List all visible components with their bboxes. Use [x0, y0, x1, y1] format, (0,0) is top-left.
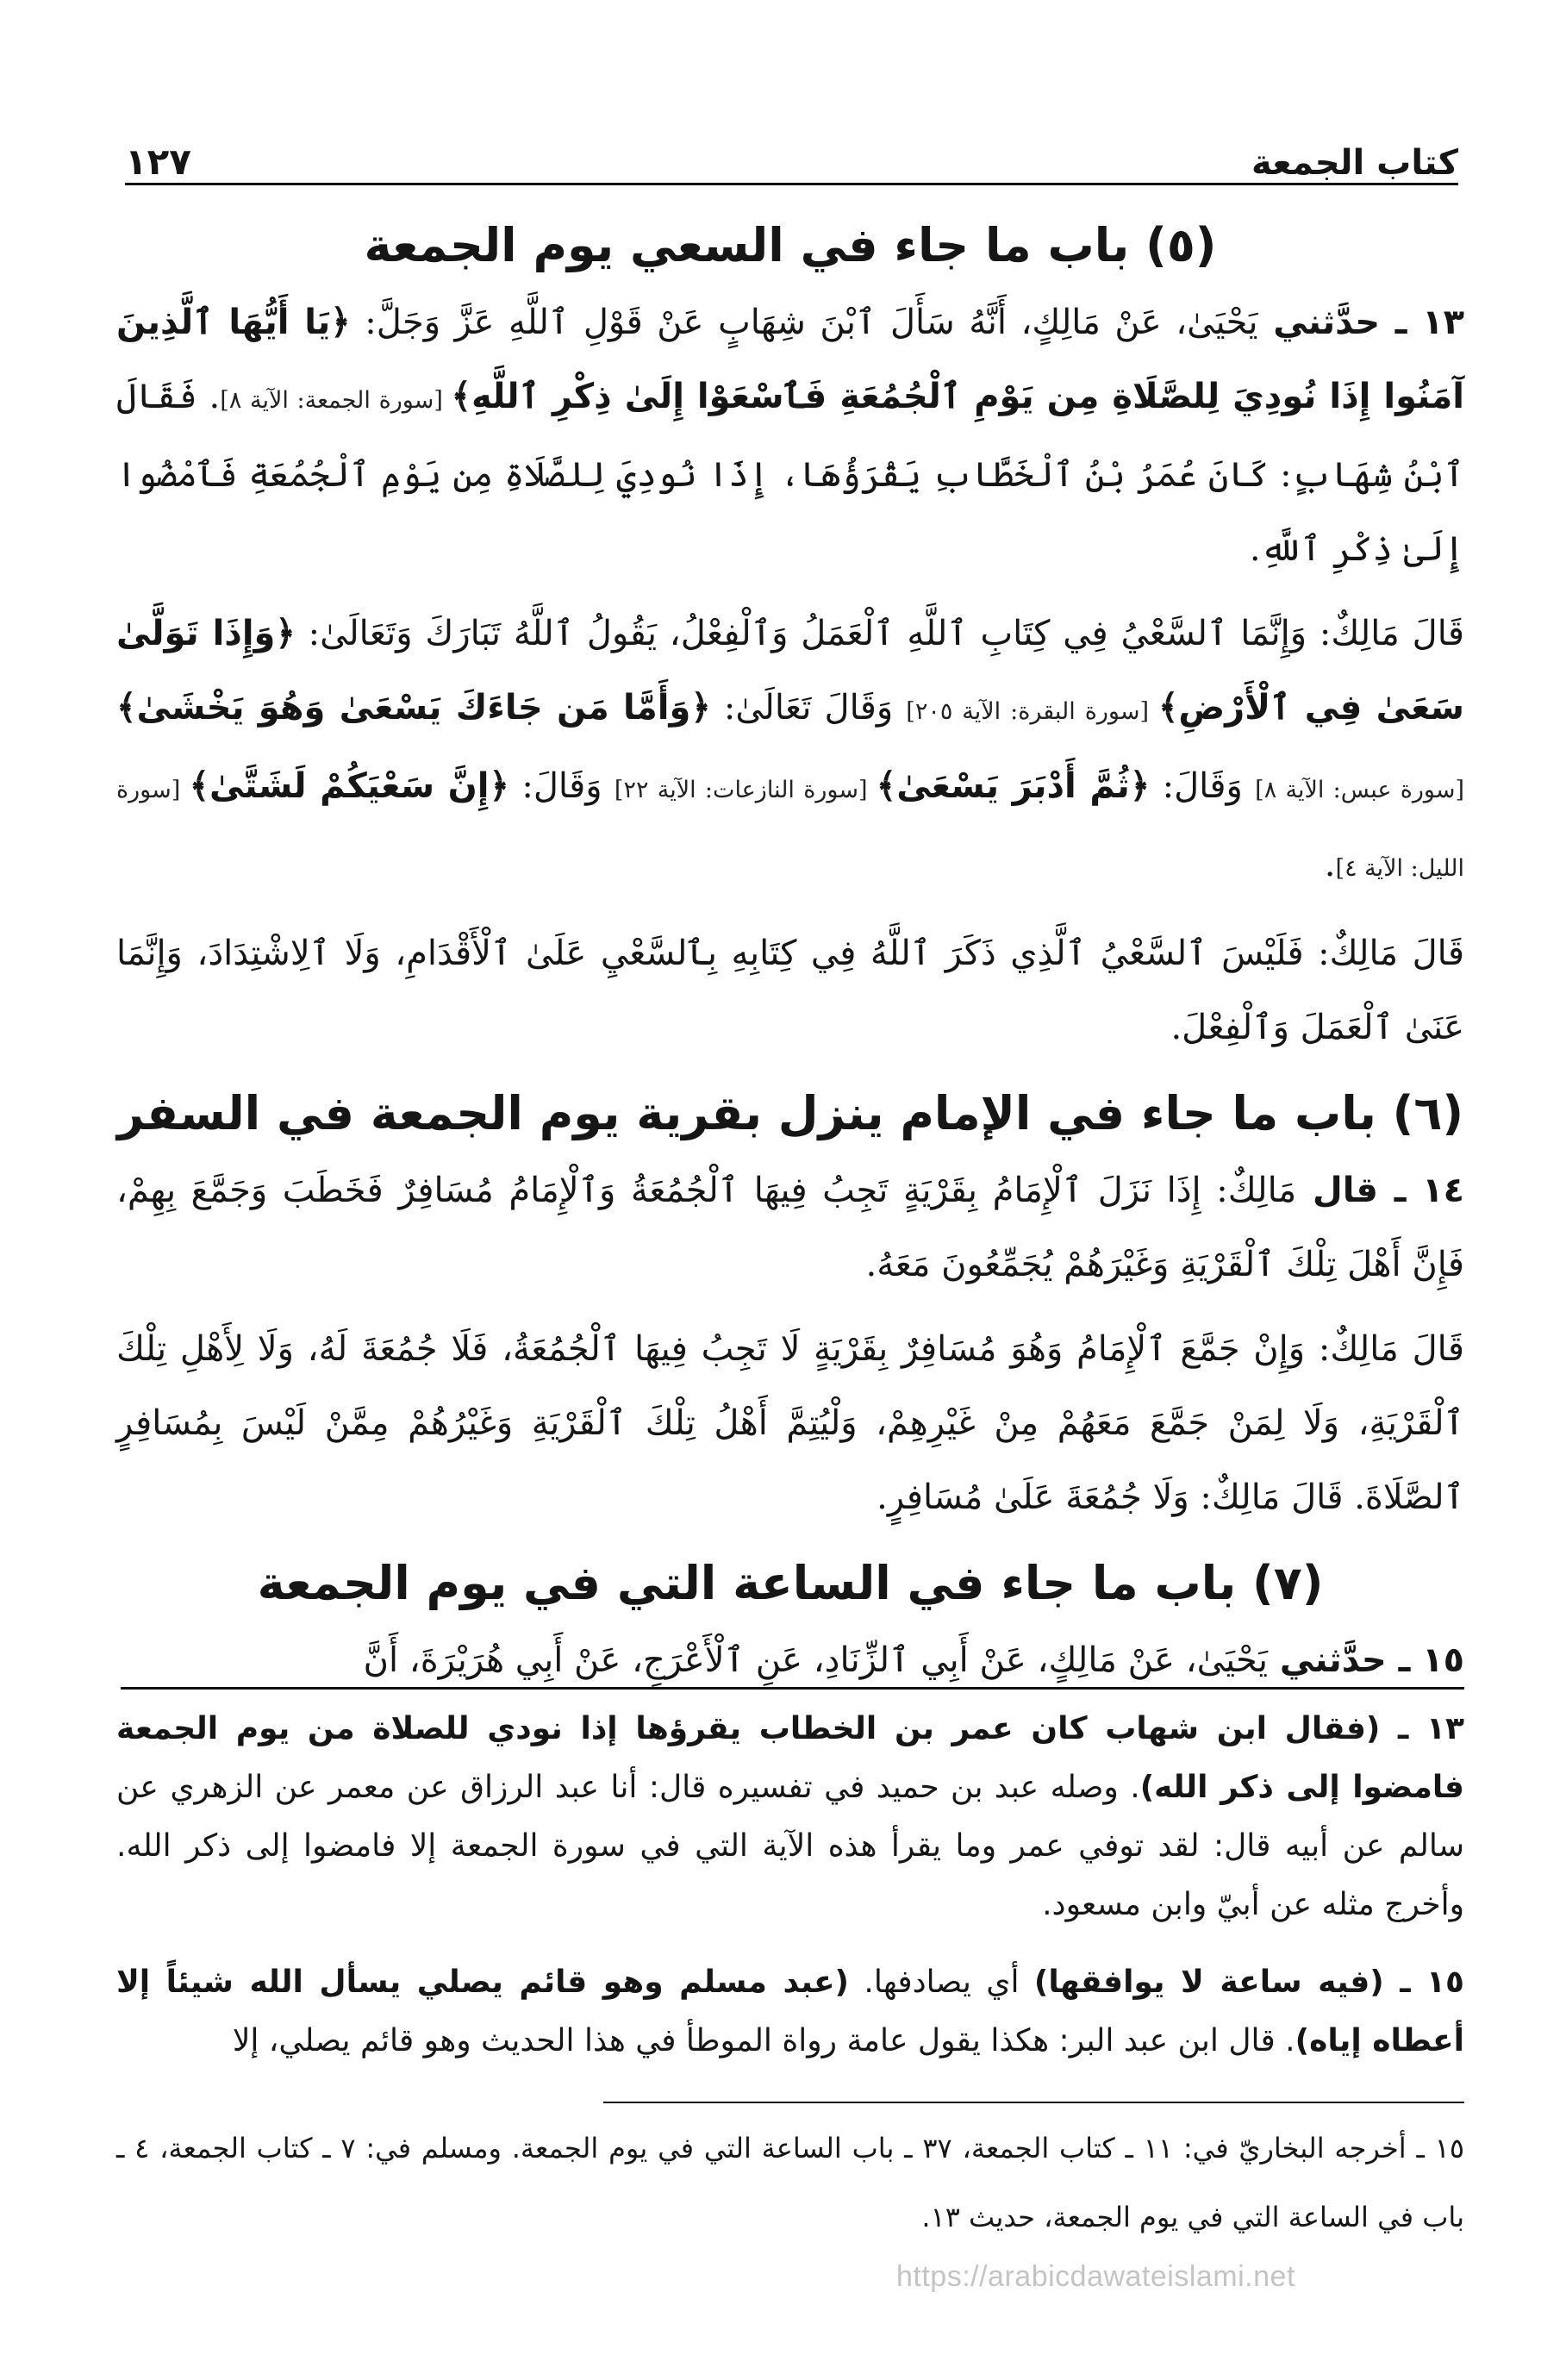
text-run: وَقَالَ:	[1150, 766, 1256, 806]
surah-reference: [سورة الليل: الآية ٤]	[116, 777, 1464, 882]
bold-run: ﴿وَإِذَا تَوَلَّىٰ سَعَىٰ فِي ٱلْأَرْضِ﴾	[116, 614, 1465, 728]
hadith-paragraph	[116, 597, 1464, 906]
text-run: مَالِكٌ: إِذَا نَزَلَ ٱلْإِمَامُ بِقَرْيَةٍ تَجِبُ فِيهَا ٱلْجُمُعَةُ وَٱلْإِمَامُ مُسَافِرٌ فَخَطَبَ وَجَمَّعَ بِهِمْ، فَإِنَّ أَهْلَ تِلْكَ ٱلْقَرْيَةِ وَغَيْرَهُمْ يُجَمِّعُونَ مَعَهُ.	[116, 1171, 1464, 1284]
text-run: قَالَ مَالِكٌ: فَلَيْسَ ٱلسَّعْيُ ٱلَّذِي ذَكَرَ ٱللَّهُ فِي كِتَابِهِ بِٱلسَّعْيِ عَلَىٰ ٱلْأَقْدَامِ، وَلَا ٱلِاشْتِدَادَ، وَإِنَّمَا عَنَىٰ ٱلْعَمَلَ وَٱلْفِعْلَ.	[116, 934, 1464, 1047]
text-run: قَالَ مَالِكٌ: وَإِنْ جَمَّعَ ٱلْإِمَامُ وَهُوَ مُسَافِرٌ بِقَرْيَةٍ لَا تَجِبُ فِيهَا ٱلْجُمُعَةُ، فَلَا جُمُعَةَ لَهُ، وَلَا لِأَهْلِ تِلْكَ ٱلْقَرْيَةِ، وَلَا لِمَنْ جَمَّعَ مَعَهُمْ مِنْ غَيْرِهِمْ، وَلْيُتِمَّ أَهْلُ تِلْكَ ٱلْقَرْيَةِ وَغَيْرُهُمْ مِمَّنْ لَيْسَ بِمُسَافِرٍ ٱلصَّلَاةَ. قَالَ مَالِكٌ: وَلَا جُمُعَةَ عَلَىٰ مُسَافِرٍ.	[116, 1329, 1464, 1517]
text-run: . قال ابن عبد البر: هكذا يقول عامة رواة الموطأ في هذا الحديث وهو قائم يصلي، إلا	[232, 2023, 1295, 2058]
hadith-paragraph	[116, 916, 1464, 1065]
text-run: يَحْيَىٰ، عَنْ مَالِكٍ، أَنَّهُ سَأَلَ ٱبْنَ شِهَابٍ عَنْ قَوْلِ ٱللَّهِ عَزَّ وَجَلَّ:	[350, 303, 1258, 342]
commentary-note	[116, 1953, 1464, 2071]
running-header	[125, 114, 1458, 183]
bold-run: ﴿ثُمَّ أَدْبَرَ يَسْعَىٰ﴾	[876, 766, 1151, 806]
hadith-paragraph	[116, 285, 1464, 586]
text-run: . فَقَالَ ٱبْنُ شِهَابٍ: كَانَ عُمَرُ بْنُ ٱلْخَطَّابِ يَقْرَؤُهَا، إِذَا نُودِيَ لِلصَّلَاةِ مِن يَوْمِ ٱلْجُمُعَةِ فَٱمْضُوا إِلَىٰ ذِكْرِ ٱللَّهِ.	[116, 377, 1464, 569]
main-text	[116, 197, 1464, 1708]
header-rule	[125, 183, 1458, 185]
surah-reference: [سورة النازعات: الآية ٢٢]	[614, 777, 877, 803]
book-title: كتاب الجمعة	[1251, 143, 1458, 183]
bold-run: ١٥ ـ حدَّثني	[1267, 1640, 1464, 1680]
text-run: . وصله عبد بن حميد في تفسيره قال: أنا عبد الرزاق عن معمر عن الزهري عن سالم عن أبيه قال: لقد توفي عمر وما يقرأ هذه الآية التي في سورة الجمعة إلا فامضوا إلى ذكر الله. وأخرج مثله عن أبيّ وابن مسعود.	[116, 1770, 1464, 1922]
bold-run: ١٥ ـ (فيه ساعة لا يوافقها)	[1033, 1965, 1464, 2000]
bold-run: ١٤ ـ قال	[1296, 1171, 1464, 1210]
commentary-notes	[116, 1700, 1464, 2090]
text-run: وَقَالَ:	[508, 766, 615, 806]
text-run: أي يصادفها.	[849, 1965, 1034, 2000]
text-run: يَحْيَىٰ، عَنْ مَالِكٍ، عَنْ أَبِي ٱلزِّنَادِ، عَنِ ٱلْأَعْرَجِ، عَنْ أَبِي هُرَيْرَةَ، أَنَّ	[363, 1640, 1268, 1680]
hadith-paragraph	[116, 1153, 1464, 1302]
bold-run: (عبد مسلم وهو قائم يصلي يسأل الله شيئاً إلا أعطاه إياه)	[116, 1965, 1464, 2058]
bold-run: ﴿وَأَمَّا مَن جَاءَكَ يَسْعَىٰ وَهُوَ يَخْشَىٰ﴾	[116, 688, 711, 728]
footnote-rule	[603, 2102, 1464, 2103]
hadith-paragraph	[116, 1312, 1464, 1534]
chapter-heading: (٥) باب ما جاء في السعي يوم الجمعة	[364, 218, 1217, 272]
watermark-url: https://arabicdawateislami.net	[896, 2260, 1295, 2293]
commentary-note	[116, 1700, 1464, 1934]
commentary-rule	[121, 1687, 1464, 1690]
text-run: .	[1324, 845, 1336, 884]
bold-run: ١٣ ـ حدَّثني	[1257, 303, 1464, 342]
chapter-heading: (٦) باب ما جاء في الإمام ينزل بقرية يوم الجمعة في السفر	[116, 1086, 1463, 1140]
bold-run: ١٣ ـ (فقال ابن شهاب كان عمر بن الخطاب يقرؤها إذا نودي للصلاة من يوم الجمعة فامضوا إلى ذكر الله)	[116, 1711, 1464, 1805]
page-number: ١٢٧	[125, 141, 191, 183]
surah-reference: [سورة البقرة: الآية ٢٠٥]	[906, 698, 1158, 725]
surah-reference: [سورة عبس: الآية ٨]	[1255, 777, 1465, 803]
chapter-heading: (٧) باب ما جاء في الساعة التي في يوم الجمعة	[257, 1556, 1324, 1610]
footnote: ١٥ ـ أخرجه البخاريّ في: ١١ ـ كتاب الجمعة، ٣٧ ـ باب الساعة التي في يوم الجمعة. ومسلم في: ٧ ـ كتاب الجمعة، ٤ ـ باب في الساعة التي في يوم الجمعة، حديث ١٣.	[116, 2132, 1465, 2233]
surah-reference: [سورة الجمعة: الآية ٨]	[220, 387, 452, 414]
bold-run: ﴿يَا أَيُّهَا ٱلَّذِينَ آمَنُوا إِذَا نُودِيَ لِلصَّلَاةِ مِن يَوْمِ ٱلْجُمُعَةِ فَٱسْعَوْا إِلَىٰ ذِكْرِ ٱللَّهِ﴾	[116, 303, 1464, 416]
text-run: قَالَ مَالِكٌ: وَإِنَّمَا ٱلسَّعْيُ فِي كِتَابِ ٱللَّهِ ٱلْعَمَلُ وَٱلْفِعْلُ، يَقُولُ ٱللَّهُ تَبَارَكَ وَتَعَالَىٰ:	[295, 614, 1464, 653]
text-run: وَقَالَ تَعَالَىٰ:	[710, 688, 907, 728]
bold-run: ﴿إِنَّ سَعْيَكُمْ لَشَتَّىٰ﴾	[189, 766, 509, 806]
